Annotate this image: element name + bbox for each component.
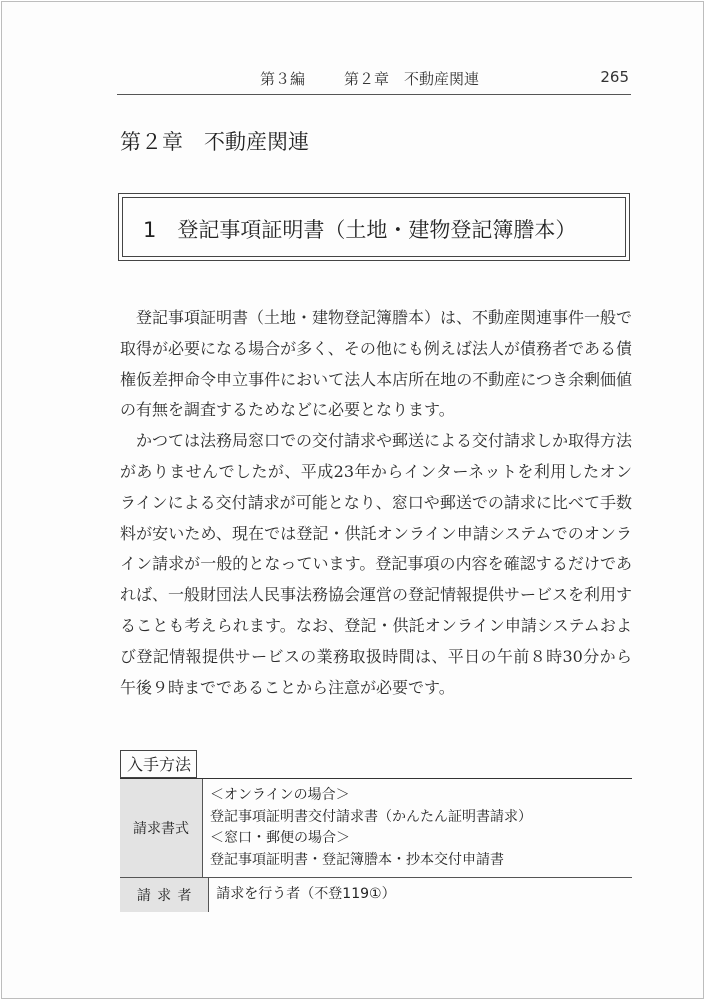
- document-page: [1, 1, 704, 999]
- request-form-line-4: 登記事項証明書・登記簿謄本・抄本交付申請書: [210, 851, 504, 868]
- request-form-line-1: ＜オンラインの場合＞: [210, 787, 350, 803]
- chapter-title: 第２章 不動産関連: [120, 130, 309, 154]
- method-heading: 入手方法: [120, 750, 197, 778]
- request-form-line-2: 登記事項証明書交付請求書（かんたん証明書請求）: [210, 808, 532, 825]
- paragraph-2: かつては法務局窓口での交付請求や郵送による交付請求しか取得方法がありませんでしたが、平成23年からインターネットを利用したオンラインによる交付請求が可能となり、窓口や郵送での請求に比べて手数料が安いため、現在では登記・供託オンライン申請システムでのオンライン請求が一般的となっています。登記事項の内容を確認するだけであれば、一般財団法人民事法務協会運営の登記情報提供サービスを利用することも考えられます。なお、登記・供託オンライン申請システムおよび登記情報提供サービスの業務取扱時間は、平日の午前８時30分から午後９時までであることから注意が必要です。: [120, 431, 633, 697]
- body-text: [120, 303, 632, 703]
- row-label-request-form: 請求書式: [120, 779, 203, 877]
- running-head: [117, 66, 631, 95]
- section-title-box-inner: [122, 197, 626, 257]
- section-title-box: [118, 193, 630, 261]
- requester-line-1: 請求を行う者（不登119①）: [216, 886, 396, 902]
- running-head-section: 第３編: [260, 70, 306, 88]
- request-form-line-3: ＜窓口・郵便の場合＞: [210, 830, 350, 846]
- table-row-requester: [120, 878, 632, 912]
- row-content-request-form: [203, 779, 632, 877]
- section-title: 1 登記事項証明書（土地・建物登記簿謄本）: [143, 218, 577, 242]
- page-number: 265: [600, 68, 629, 86]
- row-content-requester: [209, 878, 632, 912]
- method-table: [120, 778, 632, 912]
- running-head-chapter: 第２章 不動産関連: [344, 70, 480, 88]
- table-row-request-form: [120, 779, 632, 878]
- paragraph-1: 登記事項証明書（土地・建物登記簿謄本）は、不動産関連事件一般で取得が必要になる場合が多く、その他にも例えば法人が債務者である債権仮差押命令申立事件において法人本店所在地の不動産につき余剰価値の有無を調査するためなどに必要となります。: [120, 308, 633, 420]
- row-label-requester: 請求者: [120, 878, 209, 912]
